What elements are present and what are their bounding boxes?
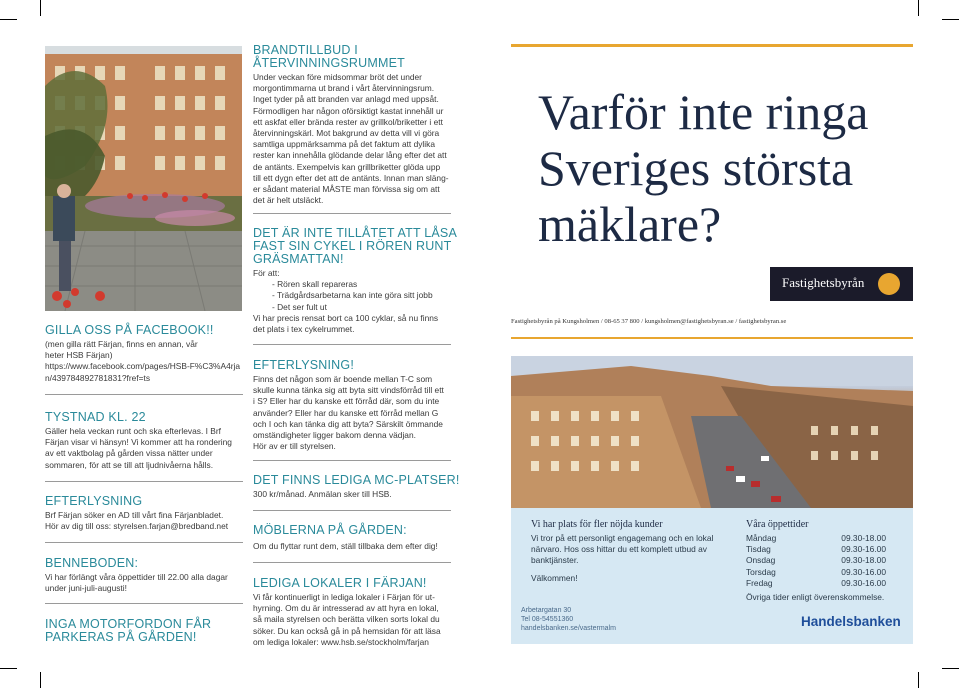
hours-day: Torsdag — [746, 566, 776, 577]
hours-day: Måndag — [746, 533, 777, 543]
divider — [253, 510, 451, 511]
hb-address[interactable]: Arbetargatan 30 Tel 08-54551360 handelsbanken.se/vastermalm — [521, 607, 616, 632]
brand-section — [253, 44, 468, 206]
lokaler-section — [253, 577, 468, 648]
tystnad-heading: TYSTNAD KL. 22 — [45, 410, 146, 424]
city-street-photo — [511, 356, 913, 508]
cykel-item: - Trädgårdsarbetarna kan inte göra sitt jobb — [272, 290, 433, 301]
benneboden-section — [45, 557, 245, 594]
fastighetsbyran-contact[interactable]: Fastighetsbyrån på Kungsholmen / 08-65 37 800 / kungsholmen@fastighetsbyran.se / fastighetsbyran.se — [511, 318, 787, 325]
cykel-section — [253, 227, 468, 335]
mc-section — [253, 474, 468, 500]
divider — [45, 603, 243, 604]
facebook-heading: GILLA OSS PÅ FACEBOOK!! — [45, 323, 214, 337]
efterlysning-ad-heading: EFTERLYSNING — [45, 494, 143, 508]
hours-time: 09.30-16.00 — [841, 566, 886, 577]
hours-time: 09.30-16.00 — [841, 544, 886, 555]
orange-top-rule — [511, 44, 913, 47]
hb-welcome: Välkommen! — [531, 573, 578, 583]
hb-hours-note: Övriga tider enligt överenskommelse. — [746, 592, 885, 602]
hb-logo: Handelsbanken — [801, 614, 901, 629]
hb-heading: Vi har plats för fler nöjda kunder — [531, 519, 663, 530]
crop-mark — [0, 19, 17, 20]
divider — [45, 481, 243, 482]
hours-row — [746, 567, 886, 578]
crop-mark — [0, 668, 17, 669]
fastighetsbyran-logo — [770, 267, 913, 301]
efterlysning-heading: EFTERLYSNING! — [253, 358, 354, 372]
mobler-body: Om du flyttar runt dem, ställ tillbaka dem efter dig! — [253, 541, 438, 551]
facebook-section — [45, 324, 245, 384]
cykel-item: - Rören skall repareras — [272, 279, 358, 290]
hours-row — [746, 533, 886, 544]
benneboden-heading: BENNEBODEN: — [45, 556, 139, 570]
efterlysning-ad-section — [45, 495, 245, 532]
lokaler-body[interactable]: Vi får kontinuerligt in lediga lokaler i Färjan för ut- hyrning. Om du är intresserad av att hyra en lokal, så maila styrelsen och berätta vilken sorts lokal du söker. Du kan också gå in på hemsidan för att läsa om lediga lokaler: www.hsb.se/stockholm/farjan — [253, 592, 441, 647]
lokaler-heading: LEDIGA LOKALER I FÄRJAN! — [253, 576, 427, 590]
efterlysning-section — [253, 359, 468, 452]
crop-mark — [942, 668, 959, 669]
headline: Varför inte ringa Sveriges största mäklare? — [538, 84, 869, 252]
hours-row — [746, 578, 886, 589]
divider — [45, 394, 243, 395]
hours-day: Tisdag — [746, 544, 771, 555]
fastighetsbyran-emblem-icon — [878, 273, 900, 295]
mc-heading: DET FINNS LEDIGA MC-PLATSER! — [253, 473, 460, 487]
fastighetsbyran-logo-text: Fastighetsbyrån — [782, 275, 865, 290]
crop-mark — [40, 0, 41, 16]
hours-day: Onsdag — [746, 555, 776, 566]
divider — [253, 213, 451, 214]
tystnad-body: Gäller hela veckan runt och ska efterlevas. I Brf Färjan visar vi hänsyn! Vi kommer att ha rondering av ett vaktbolag på gården vissa nätter under sommaren, för att se till att ljudnivåerna hålls. — [45, 426, 232, 470]
crop-mark — [942, 19, 959, 20]
efterlysning-body: Finns det någon som är boende mellan T-C som skulle kunna tänka sig att byta sitt vindsförråd till ett i S? Eller har du kanske ett förråd där, som du inte använder? Eller har du kanske ett förråd mellan G och I och kan tänka dig att byta? Särskilt ömmande omständigheter ligger bakom denna vädjan. Hör av er till styrelsen. — [253, 374, 444, 452]
crop-mark — [918, 0, 919, 16]
cykel-item: - Det ser fult ut — [272, 301, 327, 312]
divider — [253, 562, 451, 563]
handelsbanken-ad — [511, 508, 913, 644]
courtyard-photo — [45, 46, 242, 311]
facebook-body[interactable]: (men gilla rätt Färjan, finns en annan, vår heter HSB Färjan) https://www.facebook.com/pages/HSB-F%C3%A4rja n/439784892781831?fref=ts — [45, 339, 241, 383]
crop-mark — [918, 672, 919, 688]
hours-row — [746, 555, 886, 566]
courtyard-illustration — [45, 46, 242, 311]
divider — [45, 542, 243, 543]
motorfordon-section — [45, 618, 245, 644]
benneboden-body: Vi har förlängt våra öppettider till 22.00 alla dagar under juni-juli-augusti! — [45, 572, 228, 594]
tystnad-section — [45, 411, 245, 471]
efterlysning-ad-body[interactable]: Brf Färjan söker en AD till vårt fina Färjanbladet. Hör av dig till oss: styrelsen.farjan@bredband.net — [45, 510, 229, 532]
cykel-body: Vi har precis rensat bort ca 100 cyklar, så nu finns det plats i tex cykelrummet. — [253, 312, 439, 335]
divider — [253, 460, 451, 461]
hb-hours-heading: Våra öppettider — [746, 519, 809, 530]
orange-mid-rule — [511, 337, 913, 339]
hb-body: Vi tror på ett personligt engagemang och en lokal närvaro. Hos oss hittar du ett komplett utbud av banktjänster. — [531, 533, 714, 566]
cykel-heading: DET ÄR INTE TILLÅTET ATT LÅSA FAST SIN CYKEL I RÖREN RUNT GRÄSMATTAN! — [253, 226, 458, 266]
divider — [253, 344, 451, 345]
crop-mark — [40, 672, 41, 688]
hours-time: 09.30-16.00 — [841, 577, 886, 588]
street-illustration — [511, 356, 913, 508]
brand-body: Under veckan före midsommar bröt det under morgontimmarna ut brand i vårt återvinningsrum. Inget tyder på att branden var anlagd med uppsåt. Förmodligen har någon oförsiktigt kastat innehåll ur ett askfat eller brända rester av grillkol/briketter i ett återvinningskärl. Mot bakgrund av detta vill vi göra samtliga uppmärksamma på det faktum att dylika rester kan innehålla glödande delar lång efter det att de antänts. Exempelvis kan grillbriketter glöda upp till ett dygn efter det att de antänts. Innan man släng- er sådant material MÅSTE man förvissa sig om att det är helt utsläckt. — [253, 72, 449, 206]
hours-row — [746, 544, 886, 555]
hours-time: 09.30-18.00 — [841, 533, 886, 543]
hours-time: 09.30-18.00 — [841, 555, 886, 566]
hb-hours-table — [746, 533, 886, 589]
mobler-heading: MÖBLERNA PÅ GÅRDEN: — [253, 523, 407, 537]
cykel-intro: För att: — [253, 268, 280, 278]
brand-heading: BRANDTILLBUD I ÅTERVINNINGSRUMMET — [253, 43, 405, 70]
mobler-section — [253, 524, 468, 552]
hours-day: Fredag — [746, 577, 773, 588]
mc-body: 300 kr/månad. Anmälan sker till HSB. — [253, 489, 392, 499]
motorfordon-heading: INGA MOTORFORDON FÅR PARKERAS PÅ GÅRDEN! — [45, 617, 212, 644]
